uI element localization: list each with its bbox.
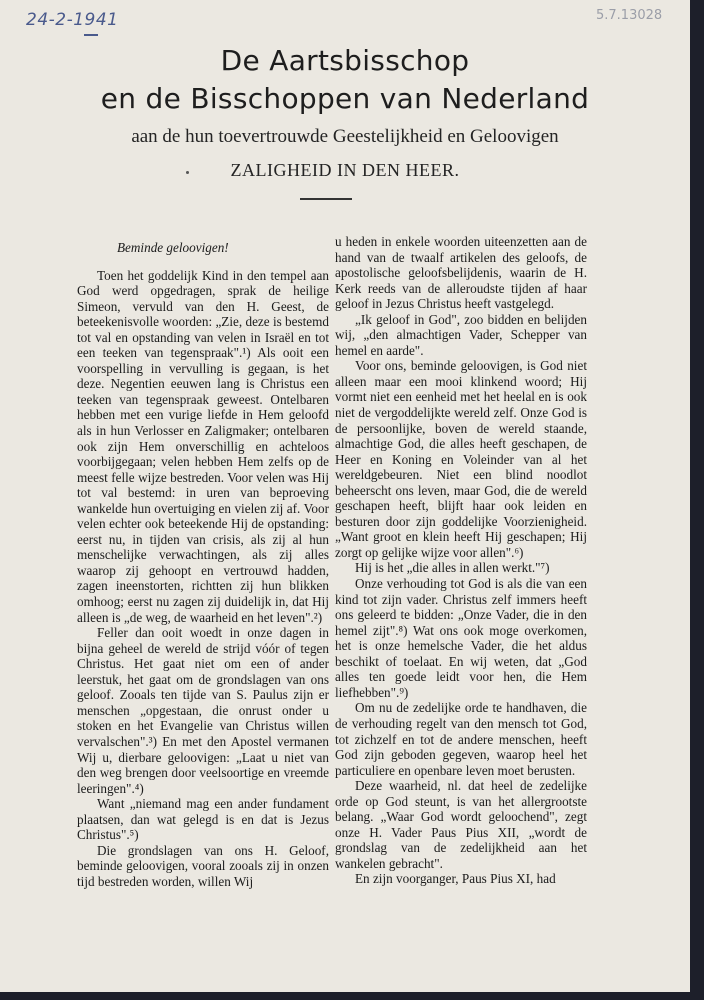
scan-background-bottom	[0, 992, 704, 1000]
scan-background-right	[690, 0, 704, 1000]
greeting: Beminde geloovigen!	[117, 240, 229, 255]
paragraph: En zijn voorganger, Paus Pius XI, had	[355, 871, 556, 887]
handwritten-reference: 5.7.13028	[596, 8, 663, 23]
title-line-2: en de Bisschoppen van Nederland	[100, 82, 590, 115]
paragraph: Deze waarheid, nl. dat heel de zedelijke orde op God steunt, is van het allergrootste belang. „Waar God wordt geloochend", zegt onze H. Vader Paus Pius XII, „wordt de grondslag van de zedelijkheid aan het wankelen gebracht".	[335, 778, 587, 871]
handwritten-underline	[84, 34, 98, 36]
title-divider	[300, 198, 352, 200]
handwritten-date: 24-2-1941	[26, 10, 119, 30]
paragraph: u heden in enkele woorden uiteenzetten aan de hand van de twaalf artikelen des geloofs, de apostolische geloofsbelijdenis, waarin de H. Kerk reeds van de alleroudste tijden af haar geloof in Jezus Christus heeft vastgelegd.	[335, 234, 587, 312]
paragraph: Die grondslagen van ons H. Geloof, beminde geloovigen, vooral zooals zij in onzen tijd bestreden worden, willen Wij	[77, 842, 329, 889]
paragraph: Om nu de zedelijke orde te handhaven, die de verhouding regelt van den mensch tot God, tot zichzelf en tot de andere menschen, heeft God zijn geboden gegeven, waarop heel het particuliere en openbare leven moet berusten.	[335, 700, 587, 778]
paragraph: Want „niemand mag een ander fundament plaatsen, dan wat gelegd is en dat is Jezus Christus".⁵)	[77, 796, 329, 843]
right-column	[335, 234, 587, 887]
title-line-1: De Aartsbisschop	[220, 44, 470, 77]
paragraph: „Ik geloof in God", zoo bidden en belijden wij, „den almachtigen Vader, Schepper van hemel en aarde".	[335, 311, 587, 358]
left-column	[77, 240, 329, 889]
subtitle: aan de hun toevertrouwde Geestelijkheid en Geloovigen	[131, 126, 559, 147]
paragraph: Feller dan ooit woedt in onze dagen in bijna geheel de wereld de strijd vóór of tegen Christus. Het gaat niet om een of ander leerstuk, het gaat om de grondslagen van ons geloof. Zooals ten tijde van S. Paulus zijn er menschen „opgestaan, die onrust onder u stoken en het Evangelie van Christus willen vervalschen".³) En met den Apostel vermanen Wij u, dierbare geloovigen: „Laat u niet van den weg brengen door veelsoortige en vreemde leeringen".⁴)	[77, 625, 329, 796]
paragraph: Onze verhouding tot God is als die van een kind tot zijn vader. Christus zelf immers heeft ons geleerd te bidden: „Onze Vader, die in den hemel zijt".⁸) Wat ons ook moge overkomen, het is onze hemelsche Vader, die het aldus beschikt of toelaat. En wij weten, dat „God alles ten goede leidt voor hen, die Hem liefhebben".⁹)	[335, 576, 587, 700]
paragraph: Toen het goddelijk Kind in den tempel aan God werd opgedragen, sprak de heilige Simeon, vervuld van den H. Geest, de beteekenisvolle woorden: „Zie, deze is bestemd tot val en opstanding van velen in Israël en tot een teeken van tegenspraak".¹) Als ooit een voorspelling in vervulling is gegaan, is het deze. Negentien eeuwen lang is Christus een teeken van tegenspraak geweest. Ontelbaren hebben met een vurige liefde in Hem geloofd als in hun Verlosser en Zaligmaker; ontelbaren ook zijn Hem onverschillig en achteloos voorbijgegaan; velen hebben Hem zelfs op de meest felle wijze bestreden. Voor velen was Hij tot val bestemd: in uren van beproeving wankelde hun overtuiging en vielen zij af. Voor velen echter ook beteekende Hij de opstanding: eerst nu, in tijden van crisis, als zij al hun menschelijke verwachtingen, als zij alles waarop zij gehoopt en vertrouwd hadden, zagen ineenstorten, richtten zij hun blikken omhoog; eerst nu zagen zij duidelijk in, dat Hij alleen is „de weg, de waarheid en het leven".²)	[77, 267, 329, 625]
paragraph: Voor ons, beminde geloovigen, is God niet alleen maar een mooi klinkend woord; Hij vormt niet een eenheid met het heelal en is ook niet de vergoddelijkte wereld zelf. Onze God is de persoonlijke, boven de wereld staande, almachtige God, die alles heeft geschapen, de Heer en Koning en Voleinder van al het wereldgebeuren. Niet een blind noodlot beheerscht ons leven, maar God, die de wereld geschapen heeft, blijft haar ook leiden en besturen door zijn goddelijke Voorzienigheid. „Want groot en klein heeft Hij geschapen; Hij zorgt op gelijke wijze voor allen".⁶)	[335, 358, 587, 560]
paragraph: Hij is het „die alles in allen werkt."⁷)	[355, 560, 550, 576]
salutation: ZALIGHEID IN DEN HEER.	[230, 160, 460, 180]
